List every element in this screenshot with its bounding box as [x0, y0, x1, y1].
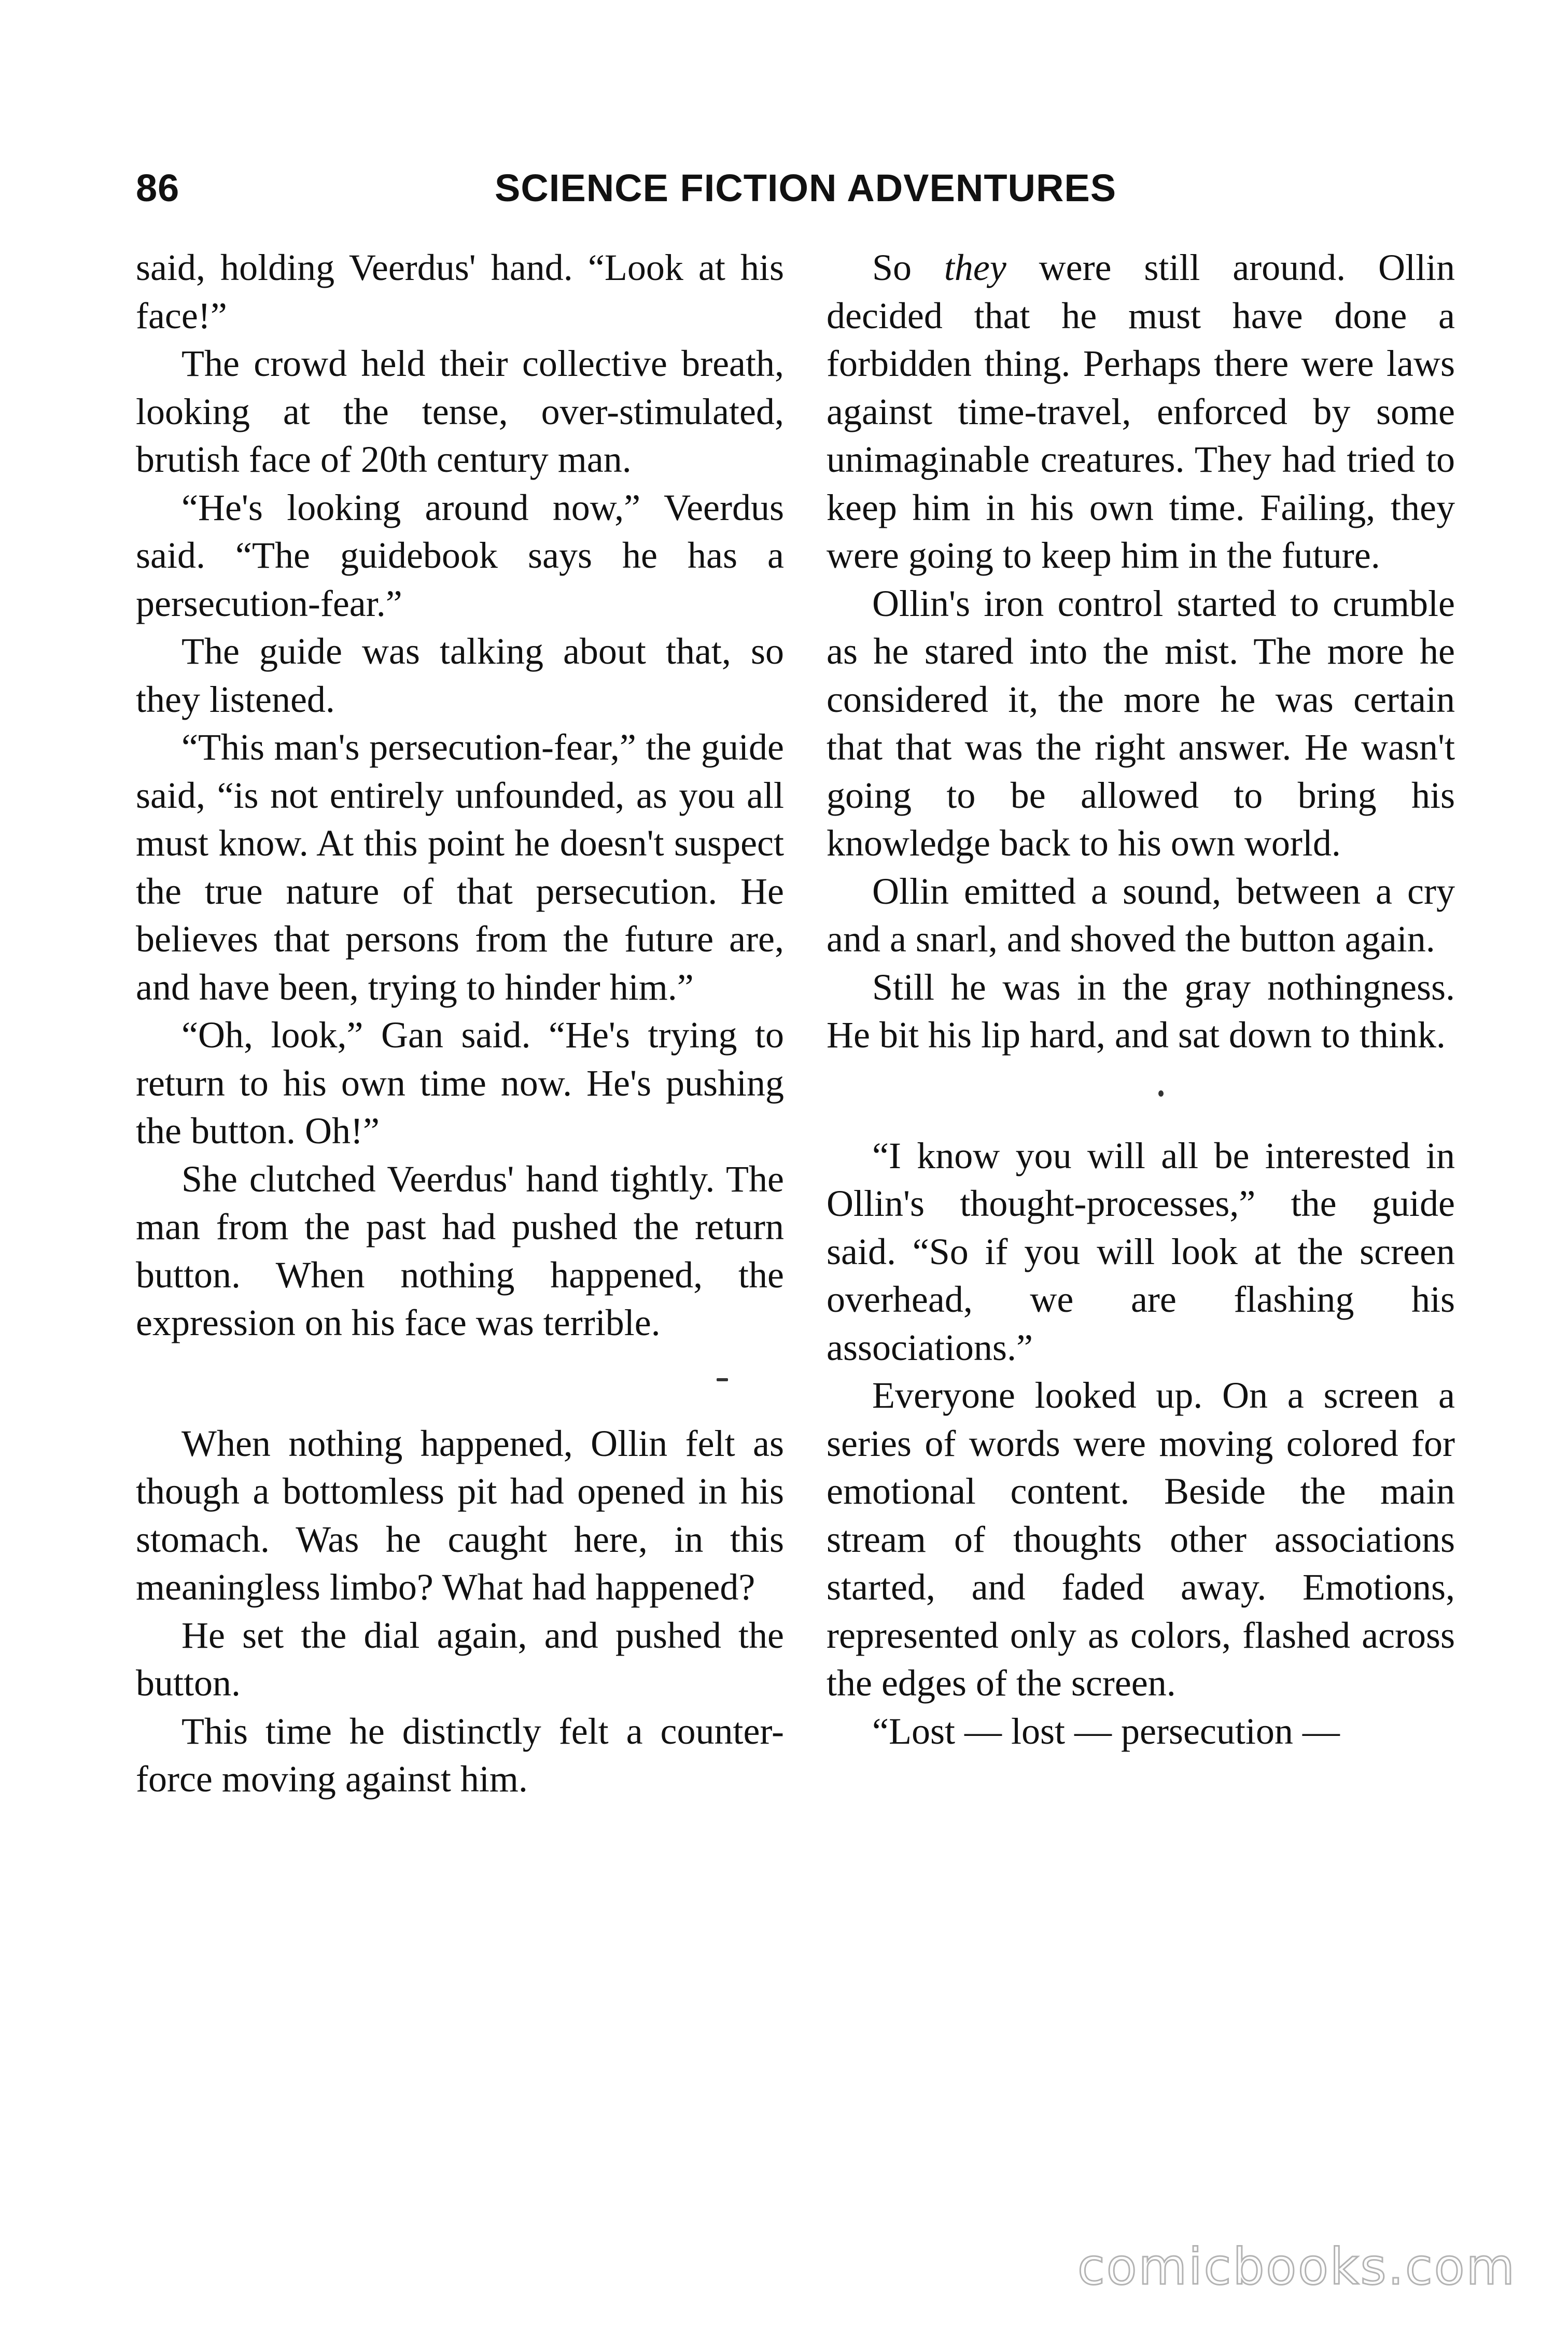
section-break-mark [1158, 1090, 1164, 1097]
paragraph: The guide was talking about that, so they listened. [136, 630, 784, 720]
paragraph: said, holding Veerdus' hand. “Look at his face!” [136, 247, 784, 337]
section-break [136, 1347, 784, 1420]
paragraph: Still he was in the gray nothingness. He bit his lip hard, and sat down to think. [827, 966, 1455, 1056]
paragraph: “Lost — lost — persecution — [872, 1710, 1340, 1752]
paragraph: Everyone looked up. On a screen a series of words were moving colored for emotional content. Beside the main stream of thoughts other associations started, and faded away. Emotions, represented only as colors, flashed across the edges of the screen. [827, 1375, 1455, 1704]
paragraph: He set the dial again, and pushed the button. [136, 1614, 784, 1704]
watermark: comicbooks.com [1077, 2238, 1516, 2296]
paragraph: This time he distinctly felt a counter-force moving against him. [136, 1710, 784, 1800]
left-column [136, 244, 784, 1803]
running-title: SCIENCE FICTION ADVENTURES [495, 166, 1117, 209]
paragraph: She clutched Veerdus' hand tightly. The man from the past had pushed the return button. When nothing happened, the expression on his face was terrible. [136, 1158, 784, 1343]
page-header [136, 166, 1117, 223]
paragraph-text: were still around. Ollin decided that he must have done a forbidden thing. Perhaps there were laws against time-travel, enforced by some unimaginable creatures. They had tried to keep him in his own time. Failing, they were going to keep him in the future. [827, 247, 1455, 576]
paragraph: “This man's persecution-fear,” the guide said, “is not entirely unfounded, as you all must know. At this point he doesn't suspect the true nature of that persecution. He believes that persons from the future are, and have been, trying to hinder him.” [136, 726, 784, 1008]
section-break-mark [717, 1378, 728, 1381]
paragraph: “I know you will all be interested in Ollin's thought-processes,” the guide said. “So if you will look at the screen overhead, we are flashing his associations.” [827, 1134, 1455, 1368]
paragraph: Ollin emitted a sound, between a cry and a snarl, and shoved the button again. [827, 870, 1455, 960]
paragraph: When nothing happened, Ollin felt as though a bottomless pit had opened in his stomach. Was he caught here, in this meaningless limbo? What had happened? [136, 1422, 784, 1608]
paragraph: Ollin's iron control started to crumble as he stared into the mist. The more he considered it, the more he was certain that that was the right answer. He wasn't going to be allowed to bring his knowledge back to his own world. [827, 582, 1455, 864]
paragraph [827, 244, 1455, 580]
paragraph: “Oh, look,” Gan said. “He's trying to return to his own time now. He's pushing the button. Oh!” [136, 1014, 784, 1152]
right-column [827, 244, 1455, 1755]
emphasis-text: they [944, 247, 1006, 288]
paragraph-text: So [872, 247, 944, 288]
paragraph: The crowd held their collective breath, looking at the tense, over-stimulated, brutish face of 20th century man. [136, 343, 784, 480]
paragraph: “He's looking around now,” Veerdus said. “The guidebook says he has a persecution-fear.” [136, 486, 784, 624]
page-number: 86 [136, 166, 180, 209]
section-break [827, 1059, 1455, 1132]
